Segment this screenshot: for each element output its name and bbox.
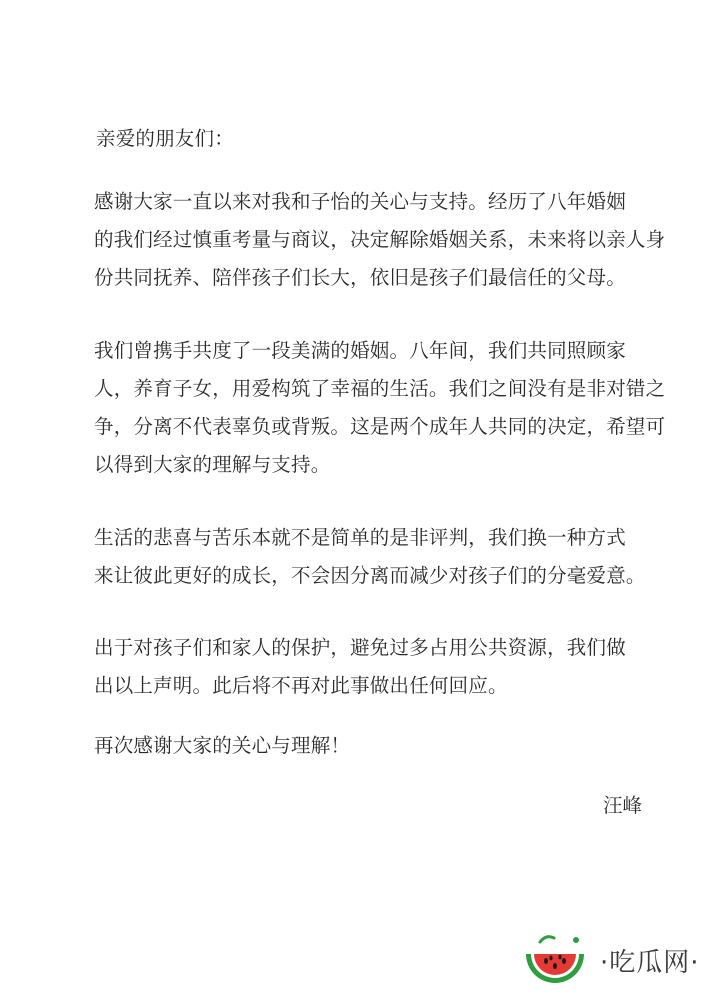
text-line: 人，养育子女，用爱构筑了幸福的生活。我们之间没有是非对错之 xyxy=(94,377,666,400)
signature: 汪峰 xyxy=(602,794,642,817)
text-line: 感谢大家一直以来对我和子怡的关心与支持。经历了八年婚姻 xyxy=(94,190,626,213)
text-line: 我们曾携手共度了一段美满的婚姻。八年间，我们共同照顾家 xyxy=(94,339,626,362)
text-line: 份共同抚养、陪伴孩子们长大，依旧是孩子们最信任的父母。 xyxy=(94,266,626,289)
watermark xyxy=(520,928,710,998)
text-line: 生活的悲喜与苦乐本就不是简单的是非评判，我们换一种方式 xyxy=(94,526,626,549)
text-line: 以得到大家的理解与支持。 xyxy=(94,453,331,476)
text-line: 再次感谢大家的关心与理解！ xyxy=(94,734,351,757)
text-line: 出以上声明。此后将不再对此事做出任何回应。 xyxy=(94,674,508,697)
text-line: 的我们经过慎重考量与商议，决定解除婚姻关系，未来将以亲人身 xyxy=(94,228,666,251)
watermelon-icon xyxy=(520,928,590,998)
text-line: 争，分离不代表辜负或背叛。这是两个成年人共同的决定，希望可 xyxy=(94,415,666,438)
salutation: 亲爱的朋友们： xyxy=(96,127,234,150)
text-line: 出于对孩子们和家人的保护，避免过多占用公共资源，我们做 xyxy=(94,636,626,659)
watermark-text: ·吃瓜网· xyxy=(600,948,700,978)
text-line: 来让彼此更好的成长，不会因分离而减少对孩子们的分毫爱意。 xyxy=(94,564,646,587)
